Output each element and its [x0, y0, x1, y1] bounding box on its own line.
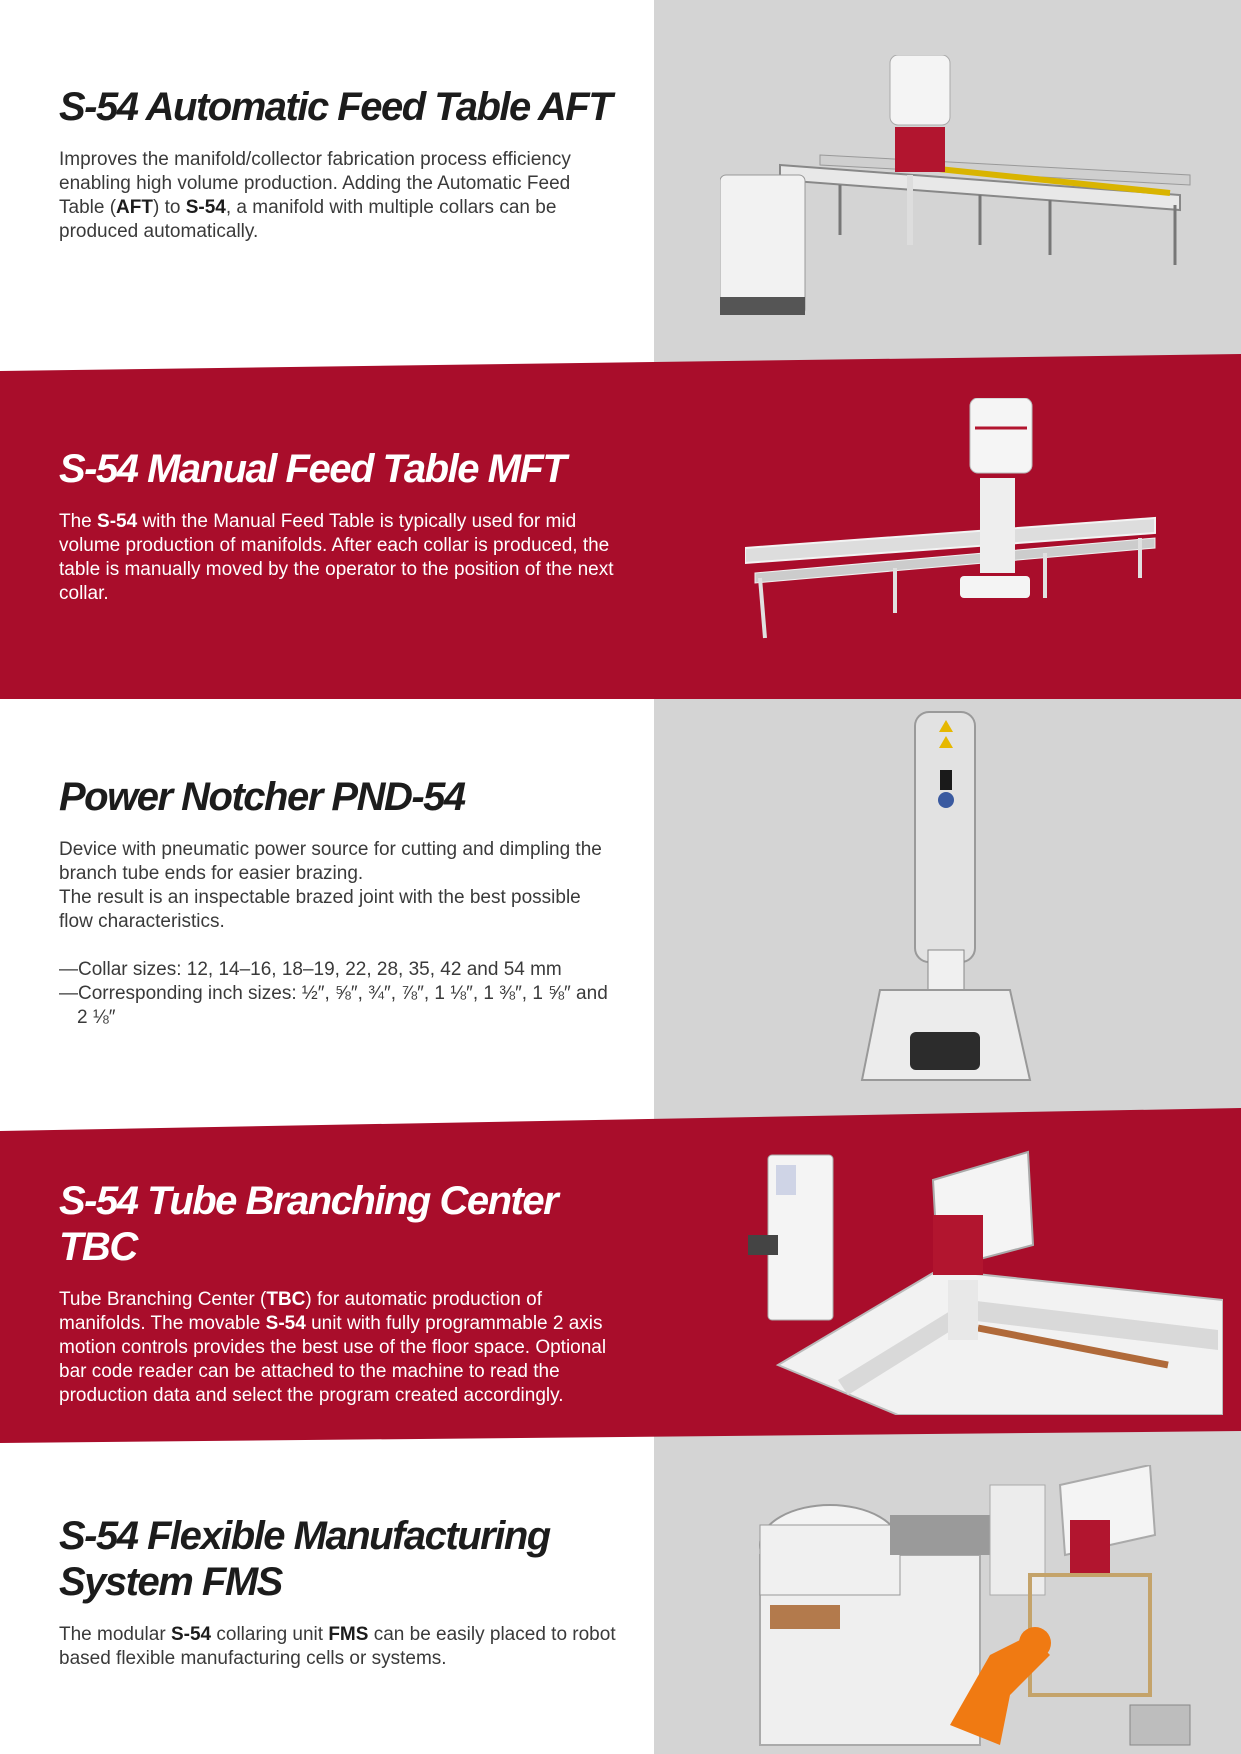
- spec-list: [59, 958, 619, 1030]
- section-description: Device with pneumatic power source for cutting and dimpling the branch tube ends for easier brazing. The result is an inspectable brazed joint with the best possible flow characteristics.: [59, 839, 602, 932]
- list-item: — Collar sizes: 12, 14–16, 18–19, 22, 28, 35, 42 and 54 mm: [59, 958, 619, 982]
- mft-machine-image: [745, 398, 1165, 648]
- section-pnd: [59, 774, 619, 1030]
- section-title: S-54 Tube Branching Center TBC: [59, 1179, 558, 1269]
- tbc-machine-image: [748, 1150, 1223, 1415]
- section-fms: [59, 1513, 619, 1671]
- section-title: S-54 Flexible Manufacturing System FMS: [59, 1514, 550, 1604]
- section-mft: [59, 446, 619, 606]
- section-description: Tube Branching Center (TBC) for automatic production of manifolds. The movable S-54 unit with fully programmable 2 axis motion controls provides the best use of the floor space. Optional bar code reader can be attached to the machine to read the production data and select the program created accordingly.: [59, 1289, 607, 1406]
- section-description: The S-54 with the Manual Feed Table is typically used for mid volume production of manifolds. After each collar is produced, the table is manually moved by the operator to the position of the next collar.: [59, 511, 614, 604]
- notcher-machine-image: [860, 710, 1035, 1085]
- aft-machine-image: [720, 55, 1200, 315]
- section-title: Power Notcher PND-54: [59, 775, 465, 819]
- section-title: S-54 Automatic Feed Table AFT: [59, 85, 612, 129]
- fms-machine-image: [750, 1465, 1220, 1754]
- list-item: — Corresponding inch sizes: ½″, ⅝″, ¾″, ⅞″, 1 ⅛″, 1 ⅜″, 1 ⅝″ and 2 ⅛″: [59, 982, 619, 1030]
- section-description: The modular S-54 collaring unit FMS can be easily placed to robot based flexible manufacturing cells or systems.: [59, 1624, 616, 1669]
- section-aft: [59, 84, 619, 244]
- section-title: S-54 Manual Feed Table MFT: [59, 447, 566, 491]
- section-tbc: [59, 1178, 619, 1408]
- section-description: Improves the manifold/collector fabrication process efficiency enabling high volume production. Adding the Automatic Feed Table (AFT) to S-54, a manifold with multiple collars can be produced automatically.: [59, 149, 571, 242]
